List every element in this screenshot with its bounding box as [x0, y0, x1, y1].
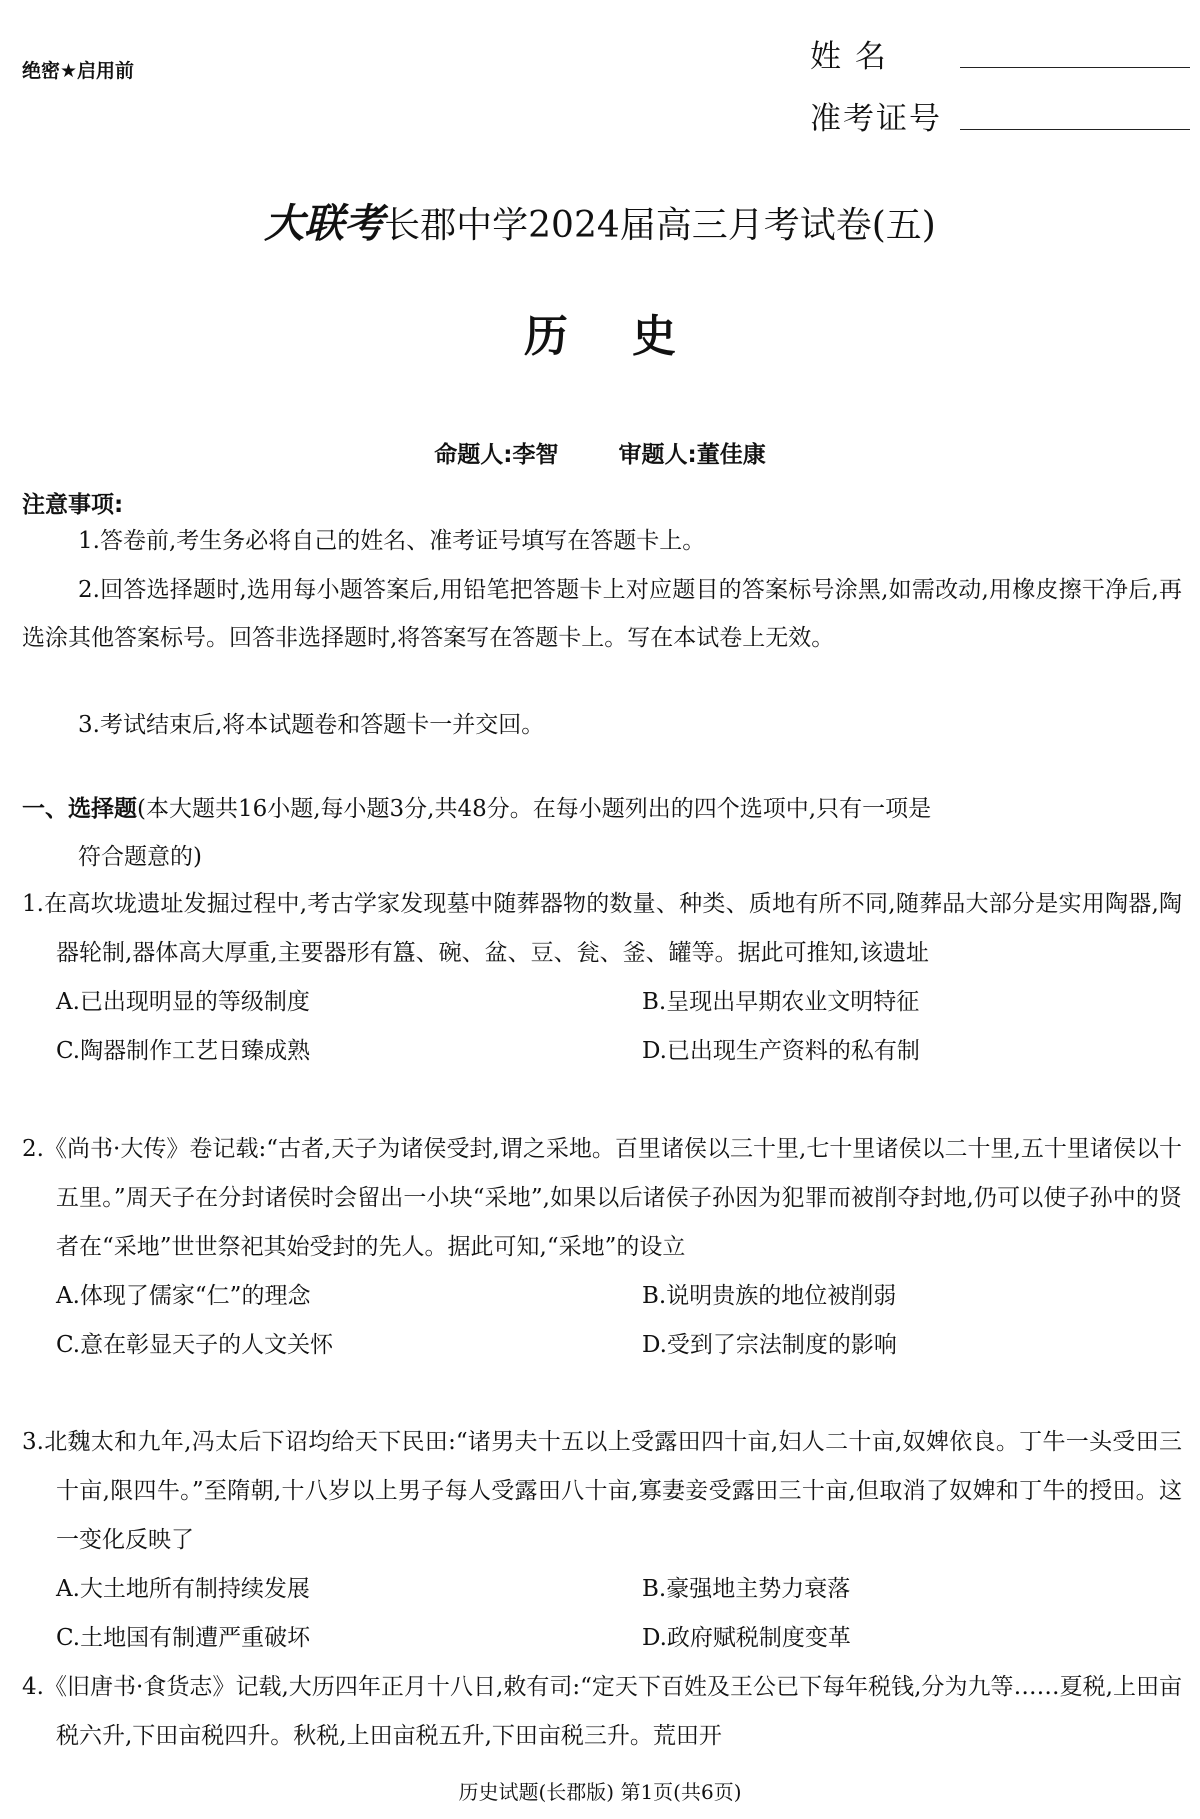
section-heading — [22, 785, 1182, 881]
question-text: 2.《尚书·大传》卷记载:“古者,天子为诸侯受封,谓之采地。百里诸侯以三十里,七十里诸侯以二十里,五十里诸侯以十五里。”周天子在分封诸侯时会留出一小块“采地”,如果以后诸侯子孙因为犯罪而被削夺封地,仍可以使子孙中的贤者在“采地”世世祭祀其始受封的先人。据此可知,“采地”的设立 — [22, 1136, 1182, 1260]
options — [22, 978, 1182, 1076]
section-desc-cont: 符合题意的) — [78, 844, 202, 870]
question-setter: 命题人:李智 — [434, 442, 559, 468]
section-desc: (本大题共16小题,每小题3分,共48分。在每小题列出的四个选项中,只有一项是 — [137, 796, 932, 822]
option-c: C.陶器制作工艺日臻成熟 — [56, 1038, 311, 1064]
option-b: B.说明贵族的地位被削弱 — [642, 1283, 897, 1309]
option-c: C.土地国有制遭严重破坏 — [56, 1625, 311, 1651]
exam-number-field[interactable] — [810, 76, 1190, 138]
subject-title: 历史 — [524, 311, 740, 362]
exam-title — [0, 192, 1200, 249]
notice-heading: 注意事项: — [22, 492, 124, 518]
question-4 — [22, 1663, 1182, 1761]
brand-logo: 大联考 — [264, 201, 385, 247]
candidate-info — [810, 14, 1190, 138]
question-text: 1.在高坎垅遗址发掘过程中,考古学家发现墓中随葬器物的数量、种类、质地有所不同,随葬品大部分是实用陶器,陶器轮制,器体高大厚重,主要器形有簋、碗、盆、豆、瓮、釜、罐等。据此可推知,该遗址 — [22, 891, 1182, 966]
question-reviewer: 审题人:董佳康 — [618, 442, 766, 468]
question-1 — [22, 880, 1182, 1076]
name-line[interactable] — [960, 67, 1190, 68]
page-footer: 历史试题(长郡版) 第1页(共6页) — [458, 1780, 742, 1804]
option-b: B.豪强地主势力衰落 — [642, 1576, 851, 1602]
option-d: D.受到了宗法制度的影响 — [642, 1332, 897, 1358]
notice-item-2: 2.回答选择题时,选用每小题答案后,用铅笔把答题卡上对应题目的答案标号涂黑,如需改动,用橡皮擦干净后,再选涂其他答案标号。回答非选择题时,将答案写在答题卡上。写在本试卷上无效。 — [22, 577, 1182, 651]
option-d: D.已出现生产资料的私有制 — [642, 1038, 920, 1064]
question-2 — [22, 1125, 1182, 1370]
option-a: A.大土地所有制持续发展 — [56, 1576, 310, 1602]
exam-number-label: 准考证号 — [810, 101, 942, 137]
authors — [0, 436, 1200, 469]
name-label: 姓 名 — [810, 39, 888, 75]
option-d: D.政府赋税制度变革 — [642, 1625, 851, 1651]
question-text: 4.《旧唐书·食货志》记载,大历四年正月十八日,敕有司:“定天下百姓及王公已下每年税钱,分为九等……夏税,上田亩税六升,下田亩税四升。秋税,上田亩税五升,下田亩税三升。荒田开 — [22, 1674, 1182, 1749]
option-b: B.呈现出早期农业文明特征 — [642, 989, 920, 1015]
options — [22, 1565, 1182, 1663]
question-3 — [22, 1418, 1182, 1663]
name-field[interactable] — [810, 14, 1190, 76]
exam-number-line[interactable] — [960, 129, 1190, 130]
question-text: 3.北魏太和九年,冯太后下诏均给天下民田:“诸男夫十五以上受露田四十亩,妇人二十亩,奴婢依良。丁牛一头受田三十亩,限四牛。”至隋朝,十八岁以上男子每人受露田八十亩,寡妻妾受露田三十亩,但取消了奴婢和丁牛的授田。这一变化反映了 — [22, 1429, 1182, 1553]
exam-title-text: 长郡中学2024届高三月考试卷(五) — [384, 205, 936, 246]
option-a: A.已出现明显的等级制度 — [56, 989, 310, 1015]
option-a: A.体现了儒家“仁”的理念 — [56, 1283, 311, 1309]
confidential-label: 绝密★启用前 — [22, 60, 135, 82]
notice-item-3: 3.考试结束后,将本试题卷和答题卡一并交回。 — [78, 712, 545, 738]
notice-item-1: 1.答卷前,考生务必将自己的姓名、准考证号填写在答题卡上。 — [78, 528, 706, 554]
options — [22, 1272, 1182, 1370]
option-c: C.意在彰显天子的人文关怀 — [56, 1332, 334, 1358]
section-title: 一、选择题 — [22, 796, 137, 822]
